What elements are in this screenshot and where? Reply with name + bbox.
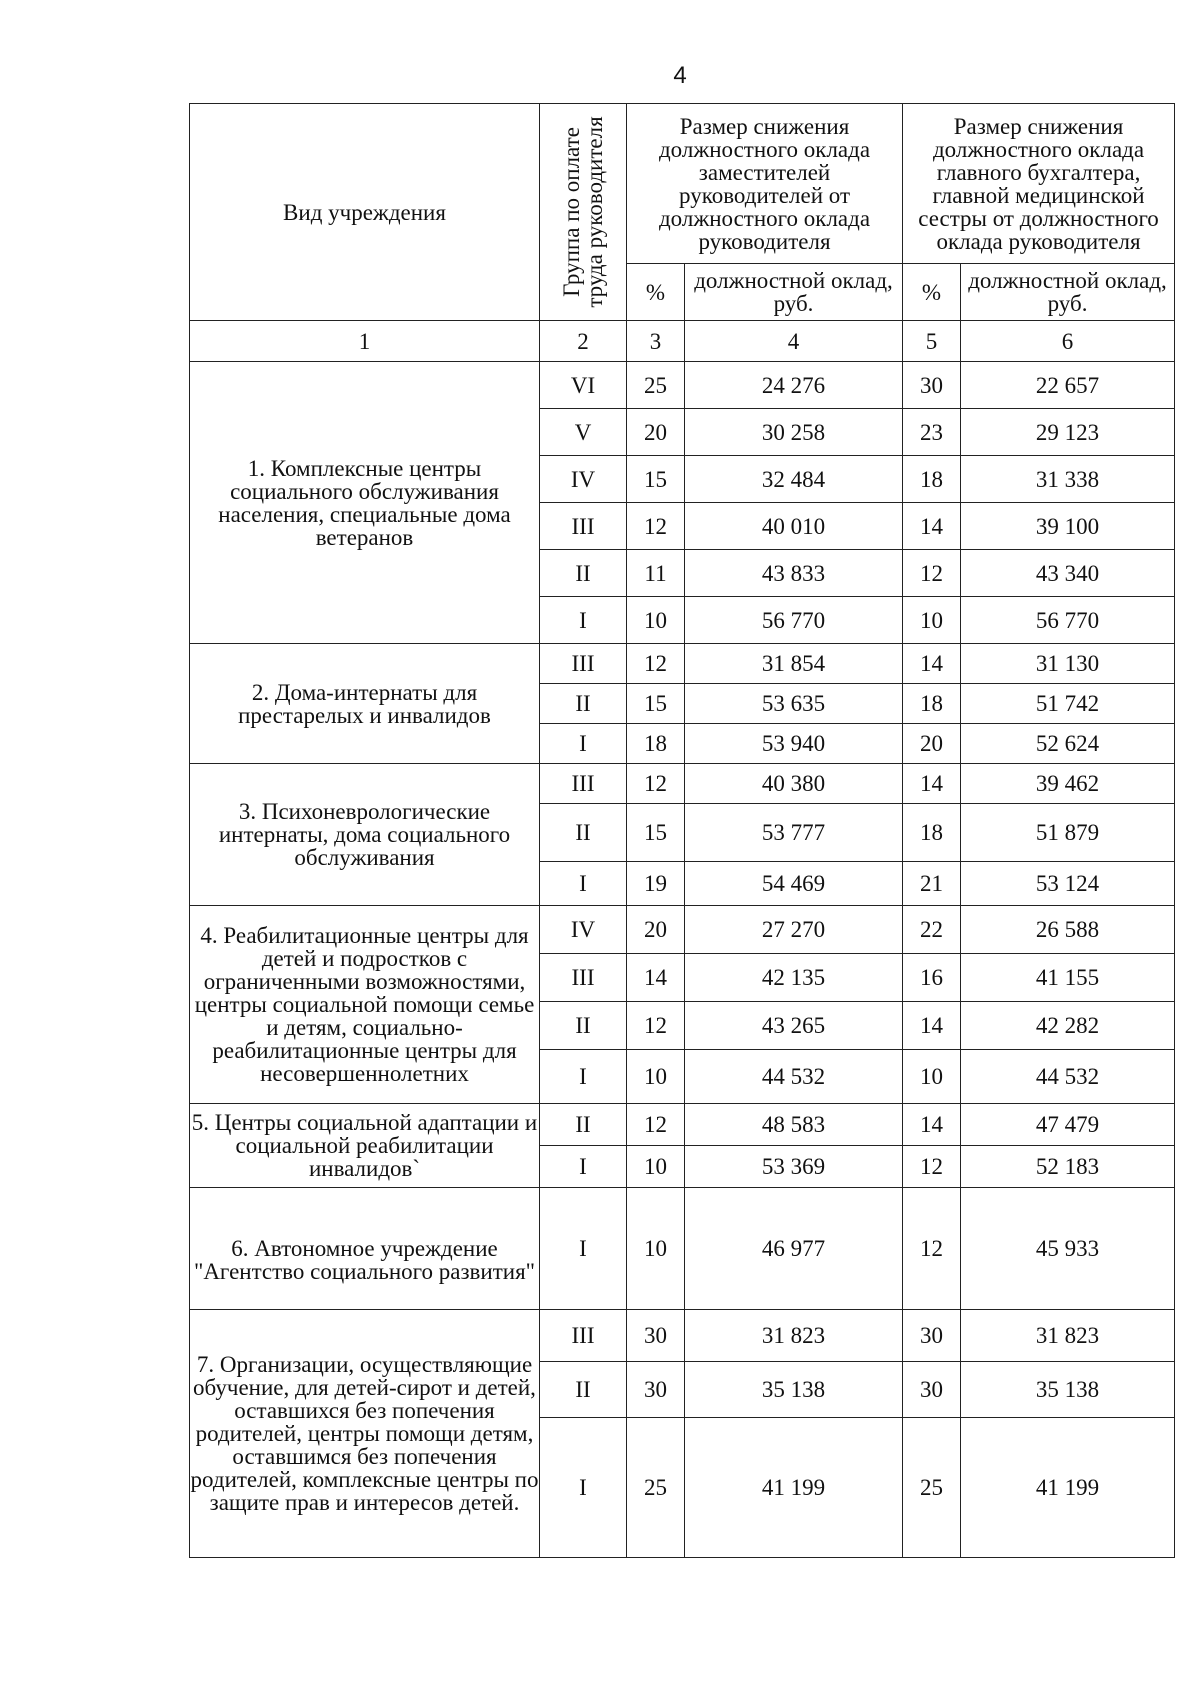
chief-percent: 18 bbox=[903, 684, 961, 724]
deputies-salary: 53 940 bbox=[685, 724, 903, 764]
deputies-salary: 53 777 bbox=[685, 804, 903, 862]
chief-percent: 12 bbox=[903, 1188, 961, 1310]
deputies-percent: 20 bbox=[627, 409, 685, 456]
deputies-salary: 43 833 bbox=[685, 550, 903, 597]
chief-salary: 41 199 bbox=[961, 1418, 1175, 1558]
pay-group: II bbox=[540, 804, 627, 862]
chief-percent: 12 bbox=[903, 1146, 961, 1188]
table-row bbox=[190, 1188, 1175, 1310]
institution-name: 5. Центры социальной адаптации и социальной реабилитации инвалидов` bbox=[190, 1104, 540, 1188]
column-number: 6 bbox=[961, 321, 1175, 362]
deputies-salary: 40 380 bbox=[685, 764, 903, 804]
pay-group: II bbox=[540, 1002, 627, 1050]
deputies-percent: 18 bbox=[627, 724, 685, 764]
chief-salary: 29 123 bbox=[961, 409, 1175, 456]
pay-group: I bbox=[540, 597, 627, 644]
chief-salary: 51 879 bbox=[961, 804, 1175, 862]
pay-group: II bbox=[540, 1104, 627, 1146]
deputies-salary: 31 823 bbox=[685, 1310, 903, 1362]
deputies-percent: 19 bbox=[627, 862, 685, 906]
pay-group: II bbox=[540, 550, 627, 597]
header-chief-reduction: Размер снижения должностного оклада главного бухгалтера, главной медицинской сестры от должностного оклада руководителя bbox=[903, 104, 1175, 264]
table-row bbox=[190, 362, 1175, 409]
chief-percent: 14 bbox=[903, 503, 961, 550]
chief-percent: 22 bbox=[903, 906, 961, 954]
deputies-salary: 44 532 bbox=[685, 1050, 903, 1104]
column-number-row bbox=[190, 321, 1175, 362]
institution-name: 3. Психоневрологические интернаты, дома социального обслуживания bbox=[190, 764, 540, 906]
deputies-percent: 25 bbox=[627, 362, 685, 409]
deputies-salary: 27 270 bbox=[685, 906, 903, 954]
chief-salary: 22 657 bbox=[961, 362, 1175, 409]
chief-percent: 18 bbox=[903, 804, 961, 862]
chief-salary: 31 338 bbox=[961, 456, 1175, 503]
deputies-percent: 14 bbox=[627, 954, 685, 1002]
deputies-percent: 15 bbox=[627, 804, 685, 862]
deputies-percent: 30 bbox=[627, 1310, 685, 1362]
chief-percent: 30 bbox=[903, 362, 961, 409]
deputies-percent: 10 bbox=[627, 1188, 685, 1310]
deputies-salary: 31 854 bbox=[685, 644, 903, 684]
deputies-salary: 41 199 bbox=[685, 1418, 903, 1558]
deputies-salary: 53 369 bbox=[685, 1146, 903, 1188]
deputies-salary: 35 138 bbox=[685, 1362, 903, 1418]
header-chief-percent: % bbox=[903, 264, 961, 321]
pay-group: VI bbox=[540, 362, 627, 409]
column-number: 1 bbox=[190, 321, 540, 362]
chief-percent: 30 bbox=[903, 1362, 961, 1418]
chief-percent: 14 bbox=[903, 1104, 961, 1146]
pay-group: III bbox=[540, 1310, 627, 1362]
deputies-salary: 42 135 bbox=[685, 954, 903, 1002]
deputies-salary: 30 258 bbox=[685, 409, 903, 456]
chief-percent: 25 bbox=[903, 1418, 961, 1558]
pay-group: I bbox=[540, 1418, 627, 1558]
header-deputies-salary: должностной оклад, руб. bbox=[685, 264, 903, 321]
pay-group: III bbox=[540, 503, 627, 550]
chief-salary: 56 770 bbox=[961, 597, 1175, 644]
chief-percent: 18 bbox=[903, 456, 961, 503]
table-row bbox=[190, 906, 1175, 954]
chief-salary: 45 933 bbox=[961, 1188, 1175, 1310]
chief-percent: 14 bbox=[903, 764, 961, 804]
deputies-percent: 10 bbox=[627, 1050, 685, 1104]
chief-salary: 39 100 bbox=[961, 503, 1175, 550]
chief-salary: 47 479 bbox=[961, 1104, 1175, 1146]
pay-group: IV bbox=[540, 456, 627, 503]
deputies-percent: 15 bbox=[627, 684, 685, 724]
chief-salary: 51 742 bbox=[961, 684, 1175, 724]
chief-percent: 10 bbox=[903, 597, 961, 644]
pay-group: I bbox=[540, 724, 627, 764]
table-row bbox=[190, 1310, 1175, 1362]
table-row bbox=[190, 764, 1175, 804]
deputies-salary: 24 276 bbox=[685, 362, 903, 409]
header-pay-group-label: Группа по оплате труда руководителя bbox=[559, 116, 607, 308]
deputies-salary: 40 010 bbox=[685, 503, 903, 550]
deputies-percent: 12 bbox=[627, 503, 685, 550]
chief-percent: 30 bbox=[903, 1310, 961, 1362]
deputies-salary: 48 583 bbox=[685, 1104, 903, 1146]
institution-name: 4. Реабилитационные центры для детей и подростков с ограниченными возможностями, центры социальной помощи семье и детям, социально-реабилитационные центры для несовершеннолетних bbox=[190, 906, 540, 1104]
header-pay-group bbox=[540, 104, 627, 321]
pay-group: II bbox=[540, 684, 627, 724]
chief-salary: 52 183 bbox=[961, 1146, 1175, 1188]
header-institution-type: Вид учреждения bbox=[190, 104, 540, 321]
chief-salary: 43 340 bbox=[961, 550, 1175, 597]
deputies-salary: 32 484 bbox=[685, 456, 903, 503]
pay-group: V bbox=[540, 409, 627, 456]
deputies-percent: 12 bbox=[627, 764, 685, 804]
deputies-percent: 30 bbox=[627, 1362, 685, 1418]
chief-percent: 20 bbox=[903, 724, 961, 764]
deputies-percent: 25 bbox=[627, 1418, 685, 1558]
chief-percent: 12 bbox=[903, 550, 961, 597]
chief-salary: 41 155 bbox=[961, 954, 1175, 1002]
chief-salary: 31 130 bbox=[961, 644, 1175, 684]
institution-name: 1. Комплексные центры социального обслуживания населения, специальные дома ветеранов bbox=[190, 362, 540, 644]
chief-percent: 21 bbox=[903, 862, 961, 906]
column-number: 3 bbox=[627, 321, 685, 362]
chief-salary: 44 532 bbox=[961, 1050, 1175, 1104]
column-number: 4 bbox=[685, 321, 903, 362]
pay-group: I bbox=[540, 862, 627, 906]
pay-group: I bbox=[540, 1050, 627, 1104]
pay-group: I bbox=[540, 1188, 627, 1310]
chief-salary: 26 588 bbox=[961, 906, 1175, 954]
header-chief-salary: должностной оклад, руб. bbox=[961, 264, 1175, 321]
pay-group: IV bbox=[540, 906, 627, 954]
header-deputies-reduction: Размер снижения должностного оклада заместителей руководителей от должностного оклада руководителя bbox=[627, 104, 903, 264]
chief-percent: 16 bbox=[903, 954, 961, 1002]
chief-salary: 35 138 bbox=[961, 1362, 1175, 1418]
deputies-percent: 12 bbox=[627, 644, 685, 684]
deputies-salary: 43 265 bbox=[685, 1002, 903, 1050]
pay-group: III bbox=[540, 764, 627, 804]
deputies-percent: 15 bbox=[627, 456, 685, 503]
chief-percent: 14 bbox=[903, 644, 961, 684]
chief-percent: 14 bbox=[903, 1002, 961, 1050]
deputies-salary: 46 977 bbox=[685, 1188, 903, 1310]
pay-group: I bbox=[540, 1146, 627, 1188]
institution-name: 2. Дома-интернаты для престарелых и инвалидов bbox=[190, 644, 540, 764]
chief-percent: 10 bbox=[903, 1050, 961, 1104]
deputies-percent: 12 bbox=[627, 1104, 685, 1146]
deputies-salary: 53 635 bbox=[685, 684, 903, 724]
column-number: 2 bbox=[540, 321, 627, 362]
table-row bbox=[190, 1104, 1175, 1146]
table-row bbox=[190, 644, 1175, 684]
header-deputies-percent: % bbox=[627, 264, 685, 321]
page-number: 4 bbox=[673, 62, 687, 89]
salary-reduction-table bbox=[189, 103, 1175, 1558]
deputies-percent: 12 bbox=[627, 1002, 685, 1050]
chief-salary: 52 624 bbox=[961, 724, 1175, 764]
deputies-salary: 56 770 bbox=[685, 597, 903, 644]
deputies-percent: 20 bbox=[627, 906, 685, 954]
chief-salary: 39 462 bbox=[961, 764, 1175, 804]
chief-percent: 23 bbox=[903, 409, 961, 456]
pay-group: III bbox=[540, 954, 627, 1002]
column-number: 5 bbox=[903, 321, 961, 362]
institution-name: 7. Организации, осуществляющие обучение, для детей-сирот и детей, оставшихся без попечения родителей, центры помощи детям, оставшимся без попечения родителей, комплексные центры по защите прав и интересов детей. bbox=[190, 1310, 540, 1558]
deputies-percent: 10 bbox=[627, 1146, 685, 1188]
deputies-percent: 11 bbox=[627, 550, 685, 597]
chief-salary: 53 124 bbox=[961, 862, 1175, 906]
chief-salary: 31 823 bbox=[961, 1310, 1175, 1362]
pay-group: III bbox=[540, 644, 627, 684]
institution-name: 6. Автономное учреждение "Агентство социального развития" bbox=[190, 1188, 540, 1310]
deputies-percent: 10 bbox=[627, 597, 685, 644]
deputies-salary: 54 469 bbox=[685, 862, 903, 906]
chief-salary: 42 282 bbox=[961, 1002, 1175, 1050]
pay-group: II bbox=[540, 1362, 627, 1418]
